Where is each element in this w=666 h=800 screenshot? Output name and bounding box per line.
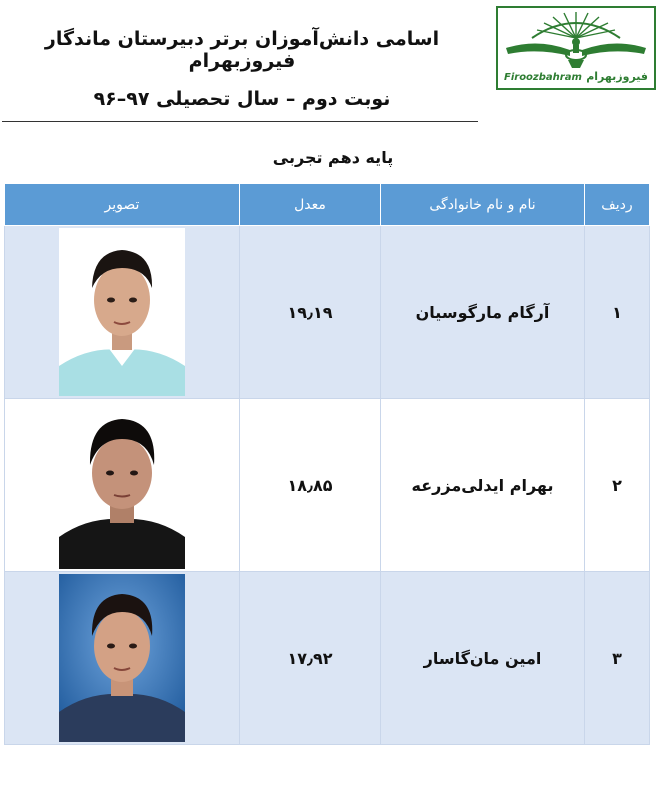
- photo-cell: [5, 572, 240, 745]
- average-cell: ۱۷٫۹۲: [240, 572, 381, 745]
- logo-latin-text: Firoozbahram: [504, 72, 582, 83]
- page-title: اسامی دانش‌آموزان برتر دبیرستان ماندگار فیروزبهرام: [44, 28, 440, 72]
- logo-persian-text: فیروزبهرام: [586, 70, 648, 83]
- student-photo: [59, 401, 185, 569]
- column-header-average: معدل: [240, 184, 381, 226]
- name-cell: امین مان‌گاسار: [381, 572, 585, 745]
- column-header-rank: ردیف: [585, 184, 650, 226]
- title-divider: [2, 121, 478, 122]
- page-subtitle: نوبت دوم – سال تحصیلی ۹۷–۹۶: [93, 88, 391, 110]
- rank-cell: ۳: [585, 572, 650, 745]
- average-cell: ۱۸٫۸۵: [240, 399, 381, 572]
- grade-label: پایه دهم تجربی: [272, 148, 394, 167]
- table-row: [5, 399, 650, 572]
- rank-cell: ۲: [585, 399, 650, 572]
- column-header-photo: تصویر: [5, 184, 240, 226]
- rank-cell: ۱: [585, 226, 650, 399]
- school-logo: [496, 6, 656, 90]
- name-cell: بهرام ایدلی‌مزرعه: [381, 399, 585, 572]
- students-table: [4, 183, 650, 745]
- name-cell: آرگام مارگوسیان: [381, 226, 585, 399]
- column-header-name: نام و نام خانوادگی: [381, 184, 585, 226]
- student-photo: [59, 228, 185, 396]
- table-header-row: [5, 184, 650, 226]
- table-row: [5, 572, 650, 745]
- photo-cell: [5, 399, 240, 572]
- table-row: [5, 226, 650, 399]
- photo-cell: [5, 226, 240, 399]
- average-cell: ۱۹٫۱۹: [240, 226, 381, 399]
- student-photo: [59, 574, 185, 742]
